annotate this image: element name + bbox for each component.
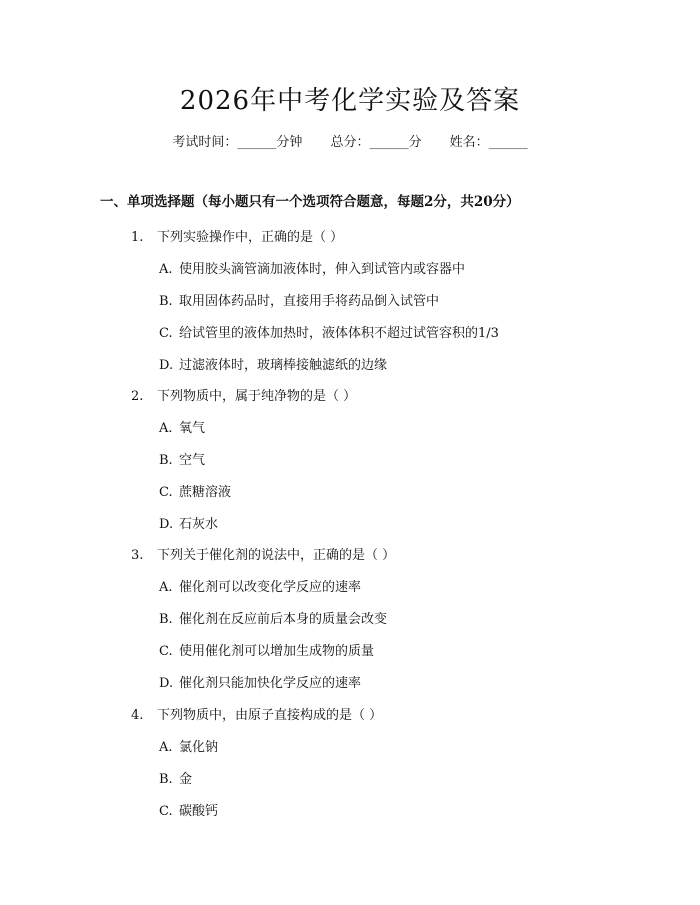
option-text: 取用固体药品时，直接用手将药品倒入试管中: [179, 294, 440, 309]
option-letter: C.: [159, 485, 173, 500]
q2-option-c: [159, 481, 231, 500]
option-letter: C.: [159, 326, 173, 341]
q1-option-d: [159, 354, 387, 373]
question-number: 3.: [131, 548, 144, 563]
question-number: 2.: [131, 389, 144, 404]
option-text: 石灰水: [179, 517, 219, 532]
option-text: 碳酸钙: [179, 804, 219, 819]
option-letter: A.: [159, 262, 173, 277]
option-letter: B.: [159, 772, 173, 787]
option-letter: B.: [159, 453, 173, 468]
q3-option-a: [159, 576, 361, 595]
question-text: 下列实验操作中，正确的是（ ）: [157, 230, 344, 245]
q4-option-b: [159, 768, 192, 787]
option-text: 使用催化剂可以增加生成物的质量: [179, 644, 375, 659]
question-text: 下列物质中，由原子直接构成的是（ ）: [157, 708, 383, 723]
option-letter: A.: [159, 740, 173, 755]
question-2: [131, 385, 356, 404]
q3-option-c: [159, 640, 374, 659]
option-letter: C.: [159, 804, 173, 819]
q4-option-a: [159, 736, 218, 755]
option-text: 空气: [179, 453, 206, 468]
q4-option-c: [159, 800, 218, 819]
exam-time-field: 考试时间：______分钟: [172, 135, 303, 150]
option-text: 氧气: [179, 421, 206, 436]
q3-option-d: [159, 672, 361, 691]
option-letter: B.: [159, 612, 173, 627]
question-text: 下列关于催化剂的说法中，正确的是（ ）: [157, 548, 396, 563]
question-3: [131, 544, 395, 563]
question-1: [131, 226, 343, 245]
option-letter: D.: [159, 517, 174, 532]
question-number: 1.: [131, 230, 144, 245]
option-text: 催化剂可以改变化学反应的速率: [179, 580, 362, 595]
exam-info-row: [0, 131, 700, 150]
option-text: 给试管里的液体加热时，液体体积不超过试管容积的1/3: [179, 326, 499, 341]
question-4: [131, 704, 382, 723]
option-letter: D.: [159, 676, 174, 691]
q1-option-c: [159, 322, 499, 341]
section-heading: 一、单项选择题（每小题只有一个选项符合题意，每题2分，共20分）: [100, 194, 520, 210]
q2-option-a: [159, 417, 205, 436]
option-letter: D.: [159, 358, 174, 373]
option-letter: C.: [159, 644, 173, 659]
q1-option-b: [159, 290, 439, 309]
student-name-field: 姓名：______: [449, 135, 528, 150]
option-letter: A.: [159, 580, 173, 595]
page-title: 2026年中考化学实验及答案: [179, 86, 521, 116]
option-text: 蔗糖溶液: [179, 485, 232, 500]
option-text: 催化剂在反应前后本身的质量会改变: [179, 612, 388, 627]
option-text: 过滤液体时，玻璃棒接触滤纸的边缘: [179, 358, 388, 373]
option-text: 使用胶头滴管滴加液体时，伸入到试管内或容器中: [179, 262, 466, 277]
q2-option-b: [159, 449, 205, 468]
option-letter: B.: [159, 294, 173, 309]
question-number: 4.: [131, 708, 144, 723]
option-letter: A.: [159, 421, 173, 436]
q2-option-d: [159, 513, 218, 532]
total-score-field: 总分：______分: [330, 135, 422, 150]
question-text: 下列物质中，属于纯净物的是（ ）: [157, 389, 357, 404]
option-text: 催化剂只能加快化学反应的速率: [179, 676, 362, 691]
q1-option-a: [159, 258, 465, 277]
option-text: 金: [179, 772, 193, 787]
q3-option-b: [159, 608, 387, 627]
option-text: 氯化钠: [179, 740, 219, 755]
